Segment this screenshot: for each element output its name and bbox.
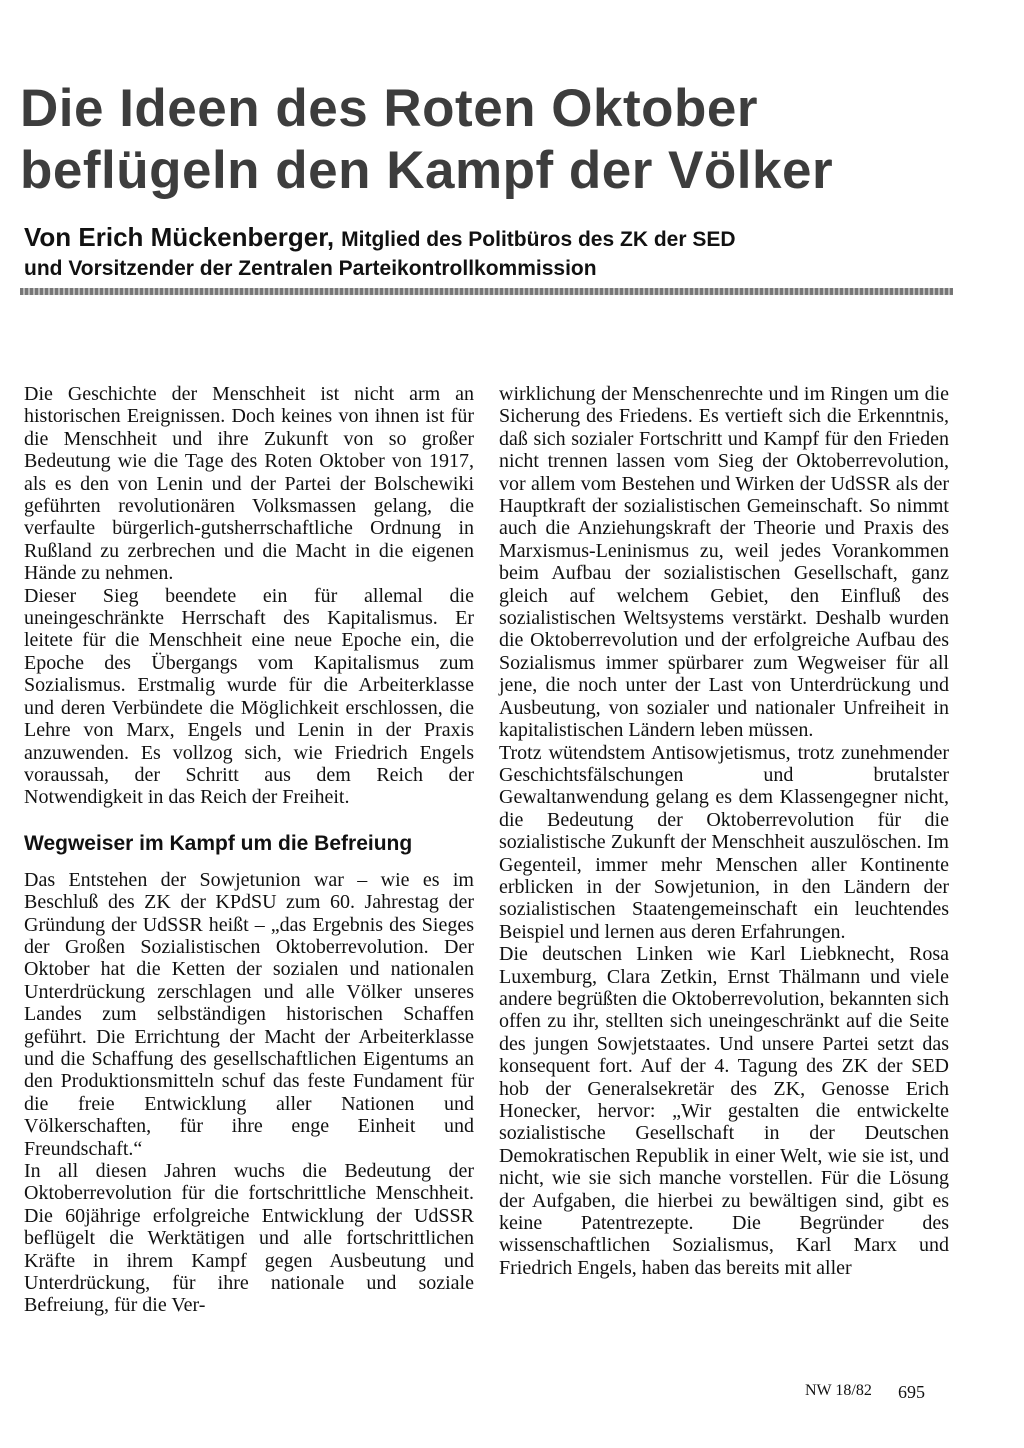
byline — [24, 222, 984, 283]
paragraph: Die Geschichte der Menschheit ist nicht arm an historischen Ereignissen. Doch keines von ihnen ist für die Menschheit und ihre Zukunft von so großer Bedeutung wie die Tage des Roten Oktober von 1917, als es den von Lenin und der Partei der Bolschewiki geführten revolutionären Volksmassen gelang, die verfaulte bürgerlich-gutsherrschaftliche Ordnung in Rußland zu zerbrechen und die Macht in die eigenen Hände zu nehmen. — [24, 383, 474, 585]
byline-role: Mitglied des Politbüros des ZK der SED — [341, 228, 736, 251]
headline-line-2: beflügeln den Kampf der Völker — [20, 141, 834, 200]
subheading: Wegweiser im Kampf um die Befreiung — [24, 831, 413, 855]
issue-label: NW 18/82 — [805, 1382, 872, 1399]
paragraph: Das Entstehen der Sowjetunion war – wie es im Beschluß des ZK der KPdSU zum 60. Jahrestag der Gründung der UdSSR heißt – „das Ergebnis des Sieges der Großen Sozialistischen Oktoberrevolution. Der Oktober hat die Ketten der sozialen und nationalen Unterdrückung zerschlagen und alle Völker unseres Landes zum selbständigen historischen Schaffen geführt. Die Errichtung der Macht der Arbeiterklasse und die Schaffung des gesellschaftlichen Eigentums an den Produktionsmitteln schuf das feste Fundament für die freie Entwicklung aller Nationen und Völkerschaften, für ihre enge Einheit und Freundschaft.“ — [24, 868, 474, 1160]
byline-line-1 — [24, 222, 984, 255]
paragraph: In all diesen Jahren wuchs die Bedeutung der Oktoberrevolution für die fortschrittliche Menschheit. Die 60jährige erfolgreiche Entwicklung der UdSSR beflügelt die Werktätigen und alle fortschrittlichen Kräfte in ihrem Kampf gegen Ausbeutung und Unterdrückung, für ihre nationale und soziale Befreiung, für die Ver- — [24, 1160, 474, 1317]
headline-line-1: Die Ideen des Roten Oktober — [20, 79, 758, 138]
header-rule — [20, 288, 953, 295]
paragraph: Die deutschen Linken wie Karl Liebknecht, Rosa Luxemburg, Clara Zetkin, Ernst Thälmann und viele andere begrüßten die Oktoberrevolution, bekannten sich offen zu ihr, stellten sich uneingeschränkt auf die Seite des jungen Sowjetstaates. Und unsere Partei setzt das konsequent fort. Auf der 4. Tagung des ZK der SED hob der Generalsekretär des ZK, Genosse Erich Honecker, hervor: „Wir gestalten die entwickelte sozialistische Gesellschaft in der Deutschen Demokratischen Republik in einer Welt, wie sie ist, und nicht, wie sie sich manche vorstellen. Für die Lösung der Aufgaben, die hierbei zu bewältigen sind, gibt es keine Patentrezepte. Die Begründer des wissenschaftlichen Sozialismus, Karl Marx und Friedrich Engels, haben das bereits mit aller — [499, 943, 949, 1279]
left-column — [24, 383, 474, 1317]
byline-line-2: und Vorsitzender der Zentralen Parteikontrollkommission — [24, 257, 597, 280]
article-headline — [20, 78, 980, 202]
paragraph: Dieser Sieg beendete ein für allemal die uneingeschränkte Herrschaft des Kapitalismus. Er leitete für die Menschheit eine neue Epoche ein, die Epoche des Übergangs vom Kapitalismus zum Sozialismus. Erstmalig wurde für die Arbeiterklasse und deren Verbündete die Möglichkeit erschlossen, die Lehre von Marx, Engels und Lenin in der Praxis anzuwenden. Es vollzog sich, wie Friedrich Engels voraussah, der Schritt aus dem Reich der Notwendigkeit in das Reich der Freiheit. — [24, 584, 474, 809]
paragraph: wirklichung der Menschenrechte und im Ringen um die Sicherung des Friedens. Es vertieft sich die Erkenntnis, daß sich sozialer Fortschritt und Kampf für den Frieden nicht trennen lassen vom Sieg der Oktoberrevolution, vor allem vom Bestehen und Wirken der UdSSR als der Hauptkraft der sozialistischen Gemeinschaft. So nimmt auch die Anziehungskraft der Theorie und Praxis des Marxismus-Leninismus zu, weil jedes Vorankommen beim Aufbau der sozialistischen Gesellschaft, ganz gleich auf welchem Gebiet, den Einfluß des sozialistischen Weltsystems verstärkt. Deshalb wurden die Oktoberrevolution und der erfolgreiche Aufbau des Sozialismus immer spürbarer zum Wegweiser für all jene, die noch unter der Last von Unterdrückung und Ausbeutung, von sozialer und nationaler Unfreiheit in kapitalistischen Ländern leben müssen. — [499, 383, 949, 742]
byline-author: Von Erich Mückenberger, — [24, 222, 335, 252]
page-number: 695 — [898, 1382, 925, 1402]
right-column — [499, 383, 949, 1279]
paragraph: Trotz wütendstem Antisowjetismus, trotz zunehmender Geschichtsfälschungen und brutalster Gewaltanwendung gelang es dem Klassengegner nicht, die Bedeutung der Oktoberrevolution für die sozialistische Zukunft der Menschheit auszulöschen. Im Gegenteil, immer mehr Menschen aller Kontinente erblicken in der Sowjetunion, in den Ländern der sozialistischen Staatengemeinschaft ein leuchtendes Beispiel und lernen aus deren Erfahrungen. — [499, 741, 949, 943]
